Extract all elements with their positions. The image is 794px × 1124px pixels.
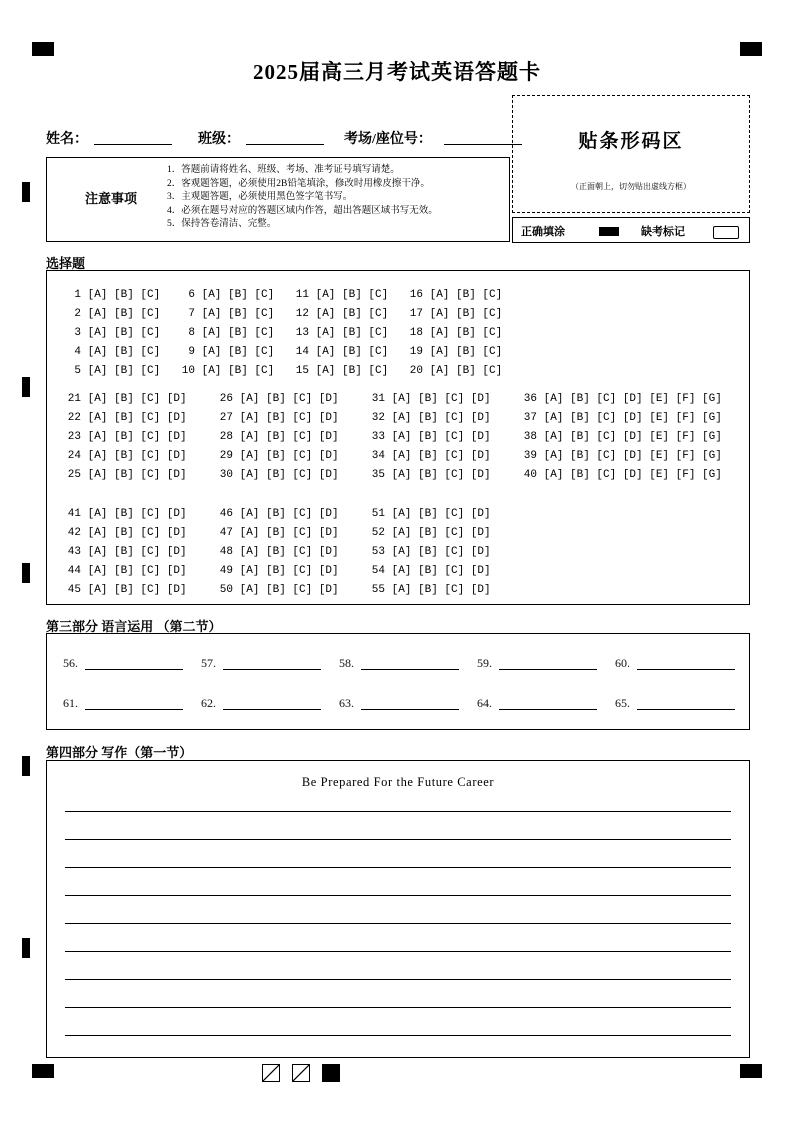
answer-row-31[interactable] [367, 393, 491, 405]
answer-row-21[interactable] [63, 393, 187, 405]
correct-fill-label: 正确填涂 [521, 226, 565, 238]
blank-number: 65. [615, 696, 630, 710]
answer-row-42[interactable] [63, 527, 187, 539]
blank-number: 58. [339, 656, 354, 670]
answer-row-40[interactable] [519, 469, 722, 481]
option-bubbles[interactable]: [A] [B] [C] [423, 365, 503, 377]
question-number: 48 [219, 546, 233, 558]
notice-list [167, 164, 497, 232]
writing-line[interactable] [65, 895, 731, 896]
answer-row-18[interactable] [405, 327, 502, 339]
slash-icon [263, 1065, 279, 1081]
option-bubbles[interactable]: [A] [B] [C] [309, 327, 389, 339]
option-bubbles[interactable]: [A] [B] [C] [D] [81, 412, 187, 424]
answer-row-9[interactable] [177, 346, 274, 358]
question-number: 11 [295, 289, 309, 301]
blank-number: 56. [63, 656, 78, 670]
question-number: 36 [523, 393, 537, 405]
writing-box [46, 760, 750, 1058]
option-bubbles[interactable]: [A] [B] [C] [D] [81, 584, 187, 596]
filled-bubble-sample-icon [599, 227, 619, 236]
option-bubbles[interactable]: [A] [B] [C] [D] [E] [F] [G] [537, 431, 722, 443]
answer-row-35[interactable] [367, 469, 491, 481]
answer-row-52[interactable] [367, 527, 491, 539]
page-title: 2025届高三月考试英语答题卡 [253, 60, 541, 84]
option-bubbles[interactable]: [A] [B] [C] [195, 289, 275, 301]
blank-number: 63. [339, 696, 354, 710]
timing-mark [22, 938, 30, 958]
option-bubbles[interactable]: [A] [B] [C] [D] [233, 565, 339, 577]
blank-line[interactable] [223, 669, 321, 670]
option-bubbles[interactable]: [A] [B] [C] [D] [233, 527, 339, 539]
name-input[interactable] [94, 144, 172, 145]
registration-mark-bottom-right [740, 1064, 762, 1078]
option-bubbles[interactable]: [A] [B] [C] [D] [385, 546, 491, 558]
writing-line[interactable] [65, 1035, 731, 1036]
question-number: 25 [67, 469, 81, 481]
answer-row-20[interactable] [405, 365, 502, 377]
answer-row-36[interactable] [519, 393, 722, 405]
writing-line[interactable] [65, 811, 731, 812]
option-bubbles[interactable]: [A] [B] [C] [D] [233, 431, 339, 443]
blank-number: 59. [477, 656, 492, 670]
question-number: 31 [371, 393, 385, 405]
answer-row-10[interactable] [177, 365, 274, 377]
answer-row-37[interactable] [519, 412, 722, 424]
writing-line[interactable] [65, 839, 731, 840]
answer-row-8[interactable] [177, 327, 274, 339]
mark-legend [512, 217, 750, 243]
answer-row-5[interactable] [63, 365, 160, 377]
option-bubbles[interactable]: [A] [B] [C] [D] [385, 527, 491, 539]
question-number: 7 [188, 308, 195, 320]
option-bubbles[interactable]: [A] [B] [C] [81, 365, 161, 377]
absent-bubble-sample-icon[interactable] [713, 226, 739, 239]
slash-icon [293, 1065, 309, 1081]
answer-row-44[interactable] [63, 565, 187, 577]
question-number: 35 [371, 469, 385, 481]
class-input[interactable] [246, 144, 324, 145]
option-bubbles[interactable]: [A] [B] [C] [D] [81, 546, 187, 558]
question-number: 39 [523, 450, 537, 462]
answer-row-39[interactable] [519, 450, 722, 462]
option-bubbles[interactable]: [A] [B] [C] [D] [E] [F] [G] [537, 412, 722, 424]
option-bubbles[interactable]: [A] [B] [C] [195, 346, 275, 358]
notice-box [46, 157, 510, 242]
question-number: 27 [219, 412, 233, 424]
answer-row-34[interactable] [367, 450, 491, 462]
section-heading-part3: 第三部分 语言运用 （第二节） [46, 619, 222, 634]
question-number: 16 [409, 289, 423, 301]
option-bubbles[interactable]: [A] [B] [C] [309, 346, 389, 358]
notice-item: 2．客观题答题，必须使用2B铅笔填涂，修改时用橡皮擦干净。 [167, 178, 430, 189]
answer-row-41[interactable] [63, 508, 187, 520]
answer-row-27[interactable] [215, 412, 339, 424]
blank-number: 57. [201, 656, 216, 670]
option-bubbles[interactable]: [A] [B] [C] [D] [81, 393, 187, 405]
question-number: 6 [188, 289, 195, 301]
option-bubbles[interactable]: [A] [B] [C] [195, 308, 275, 320]
section-heading-choice: 选择题 [46, 256, 86, 271]
choice-answer-box [46, 270, 750, 605]
option-bubbles[interactable]: [A] [B] [C] [D] [385, 565, 491, 577]
question-number: 51 [371, 508, 385, 520]
bottom-mark-filled [322, 1064, 340, 1082]
question-number: 10 [181, 365, 195, 377]
identity-row [46, 128, 506, 148]
answer-row-53[interactable] [367, 546, 491, 558]
writing-topic: Be Prepared For the Future Career [301, 775, 495, 789]
answer-row-12[interactable] [291, 308, 388, 320]
option-bubbles[interactable]: [A] [B] [C] [81, 289, 161, 301]
question-number: 9 [188, 346, 195, 358]
notice-item: 4．必须在题号对应的答题区域内作答，超出答题区域书写无效。 [167, 205, 438, 216]
option-bubbles[interactable]: [A] [B] [C] [423, 346, 503, 358]
blank-line[interactable] [361, 709, 459, 710]
blank-number: 62. [201, 696, 216, 710]
writing-line[interactable] [65, 923, 731, 924]
answer-row-47[interactable] [215, 527, 339, 539]
answer-row-7[interactable] [177, 308, 274, 320]
question-number: 26 [219, 393, 233, 405]
question-number: 3 [74, 327, 81, 339]
option-bubbles[interactable]: [A] [B] [C] [D] [385, 584, 491, 596]
blank-line[interactable] [499, 669, 597, 670]
registration-mark-bottom-left [32, 1064, 54, 1078]
answer-row-19[interactable] [405, 346, 502, 358]
answer-row-26[interactable] [215, 393, 339, 405]
barcode-area [512, 95, 750, 213]
registration-mark-top-left [32, 42, 54, 56]
answer-row-6[interactable] [177, 289, 274, 301]
option-bubbles[interactable]: [A] [B] [C] [D] [385, 469, 491, 481]
answer-row-13[interactable] [291, 327, 388, 339]
answer-row-55[interactable] [367, 584, 491, 596]
question-number: 17 [409, 308, 423, 320]
question-number: 52 [371, 527, 385, 539]
answer-row-51[interactable] [367, 508, 491, 520]
answer-row-1[interactable] [63, 289, 160, 301]
question-number: 43 [67, 546, 81, 558]
blank-line[interactable] [499, 709, 597, 710]
blank-line[interactable] [223, 709, 321, 710]
option-bubbles[interactable]: [A] [B] [C] [D] [385, 412, 491, 424]
question-number: 49 [219, 565, 233, 577]
option-bubbles[interactable]: [A] [B] [C] [309, 308, 389, 320]
section-heading-part4: 第四部分 写作（第一节） [46, 745, 193, 760]
answer-row-28[interactable] [215, 431, 339, 443]
writing-line[interactable] [65, 951, 731, 952]
answer-row-14[interactable] [291, 346, 388, 358]
question-number: 14 [295, 346, 309, 358]
question-number: 15 [295, 365, 309, 377]
question-number: 18 [409, 327, 423, 339]
answer-row-29[interactable] [215, 450, 339, 462]
blank-line[interactable] [361, 669, 459, 670]
answer-row-30[interactable] [215, 469, 339, 481]
writing-line[interactable] [65, 979, 731, 980]
option-bubbles[interactable]: [A] [B] [C] [423, 289, 503, 301]
question-number: 50 [219, 584, 233, 596]
timing-mark [22, 182, 30, 202]
writing-line[interactable] [65, 1007, 731, 1008]
option-bubbles[interactable]: [A] [B] [C] [195, 327, 275, 339]
answer-row-17[interactable] [405, 308, 502, 320]
seat-input[interactable] [444, 144, 522, 145]
question-number: 32 [371, 412, 385, 424]
option-bubbles[interactable]: [A] [B] [C] [D] [233, 508, 339, 520]
answer-row-32[interactable] [367, 412, 491, 424]
answer-row-43[interactable] [63, 546, 187, 558]
answer-row-45[interactable] [63, 584, 187, 596]
answer-row-50[interactable] [215, 584, 339, 596]
question-number: 42 [67, 527, 81, 539]
question-number: 20 [409, 365, 423, 377]
option-bubbles[interactable]: [A] [B] [C] [D] [81, 450, 187, 462]
blank-number: 60. [615, 656, 630, 670]
notice-item: 1．答题前请将姓名、班级、考场、准考证号填写请楚。 [167, 165, 400, 175]
answer-row-11[interactable] [291, 289, 388, 301]
question-number: 24 [67, 450, 81, 462]
seat-label: 考场/座位号： [344, 132, 432, 147]
option-bubbles[interactable]: [A] [B] [C] [D] [233, 469, 339, 481]
question-number: 2 [74, 308, 81, 320]
question-number: 33 [371, 431, 385, 443]
question-number: 28 [219, 431, 233, 443]
question-number: 13 [295, 327, 309, 339]
option-bubbles[interactable]: [A] [B] [C] [81, 308, 161, 320]
answer-row-49[interactable] [215, 565, 339, 577]
question-number: 22 [67, 412, 81, 424]
option-bubbles[interactable]: [A] [B] [C] [D] [233, 412, 339, 424]
option-bubbles[interactable]: [A] [B] [C] [D] [233, 450, 339, 462]
option-bubbles[interactable]: [A] [B] [C] [D] [233, 393, 339, 405]
question-number: 30 [219, 469, 233, 481]
notice-item: 5．保持答卷清洁、完整。 [167, 219, 277, 230]
option-bubbles[interactable]: [A] [B] [C] [D] [E] [F] [G] [537, 450, 722, 462]
class-label: 班级： [198, 132, 240, 147]
timing-mark [22, 756, 30, 776]
option-bubbles[interactable]: [A] [B] [C] [309, 289, 389, 301]
question-number: 41 [67, 508, 81, 520]
question-number: 55 [371, 584, 385, 596]
question-number: 47 [219, 527, 233, 539]
bottom-mark-empty-2 [292, 1064, 310, 1082]
absent-mark-label: 缺考标记 [641, 226, 685, 238]
question-number: 1 [74, 289, 81, 301]
answer-row-15[interactable] [291, 365, 388, 377]
question-number: 38 [523, 431, 537, 443]
blank-line[interactable] [637, 709, 735, 710]
answer-row-46[interactable] [215, 508, 339, 520]
option-bubbles[interactable]: [A] [B] [C] [D] [E] [F] [G] [537, 469, 722, 481]
question-number: 46 [219, 508, 233, 520]
timing-mark [22, 563, 30, 583]
barcode-label: 贴条形码区 [578, 131, 684, 152]
answer-row-54[interactable] [367, 565, 491, 577]
option-bubbles[interactable]: [A] [B] [C] [D] [385, 431, 491, 443]
registration-mark-top-right [740, 42, 762, 56]
barcode-note: （正面朝上，切勿贴出虚线方框） [571, 182, 691, 191]
option-bubbles[interactable]: [A] [B] [C] [D] [81, 565, 187, 577]
blank-line[interactable] [637, 669, 735, 670]
answer-row-16[interactable] [405, 289, 502, 301]
option-bubbles[interactable]: [A] [B] [C] [81, 327, 161, 339]
option-bubbles[interactable]: [A] [B] [C] [81, 346, 161, 358]
answer-row-3[interactable] [63, 327, 160, 339]
option-bubbles[interactable]: [A] [B] [C] [D] [81, 469, 187, 481]
blank-line[interactable] [85, 669, 183, 670]
option-bubbles[interactable]: [A] [B] [C] [D] [385, 450, 491, 462]
answer-row-24[interactable] [63, 450, 187, 462]
option-bubbles[interactable]: [A] [B] [C] [D] [385, 508, 491, 520]
question-number: 29 [219, 450, 233, 462]
option-bubbles[interactable]: [A] [B] [C] [195, 365, 275, 377]
option-bubbles[interactable]: [A] [B] [C] [D] [385, 393, 491, 405]
question-number: 23 [67, 431, 81, 443]
timing-mark [22, 377, 30, 397]
question-number: 54 [371, 565, 385, 577]
notice-item: 3．主观题答题，必须使用黑色签字笔书写。 [167, 192, 353, 203]
answer-row-33[interactable] [367, 431, 491, 443]
answer-row-38[interactable] [519, 431, 722, 443]
question-number: 21 [67, 393, 81, 405]
option-bubbles[interactable]: [A] [B] [C] [D] [233, 584, 339, 596]
option-bubbles[interactable]: [A] [B] [C] [309, 365, 389, 377]
answer-row-25[interactable] [63, 469, 187, 481]
question-number: 12 [295, 308, 309, 320]
option-bubbles[interactable]: [A] [B] [C] [D] [81, 431, 187, 443]
answer-row-2[interactable] [63, 308, 160, 320]
question-number: 34 [371, 450, 385, 462]
option-bubbles[interactable]: [A] [B] [C] [D] [233, 546, 339, 558]
writing-line[interactable] [65, 867, 731, 868]
answer-row-22[interactable] [63, 412, 187, 424]
question-number: 53 [371, 546, 385, 558]
blank-line[interactable] [85, 709, 183, 710]
question-number: 4 [74, 346, 81, 358]
answer-row-48[interactable] [215, 546, 339, 558]
answer-row-23[interactable] [63, 431, 187, 443]
option-bubbles[interactable]: [A] [B] [C] [423, 308, 503, 320]
question-number: 44 [67, 565, 81, 577]
blank-number: 64. [477, 696, 492, 710]
question-number: 45 [67, 584, 81, 596]
notice-heading: 注意事项 [84, 191, 137, 206]
option-bubbles[interactable]: [A] [B] [C] [D] [81, 508, 187, 520]
option-bubbles[interactable]: [A] [B] [C] [D] [E] [F] [G] [537, 393, 722, 405]
question-number: 37 [523, 412, 537, 424]
question-number: 19 [409, 346, 423, 358]
option-bubbles[interactable]: [A] [B] [C] [423, 327, 503, 339]
answer-row-4[interactable] [63, 346, 160, 358]
option-bubbles[interactable]: [A] [B] [C] [D] [81, 527, 187, 539]
question-number: 40 [523, 469, 537, 481]
question-number: 8 [188, 327, 195, 339]
fill-blank-box [46, 633, 750, 730]
bottom-mark-empty-1 [262, 1064, 280, 1082]
blank-number: 61. [63, 696, 78, 710]
question-number: 5 [74, 365, 81, 377]
name-label: 姓名： [46, 132, 88, 147]
